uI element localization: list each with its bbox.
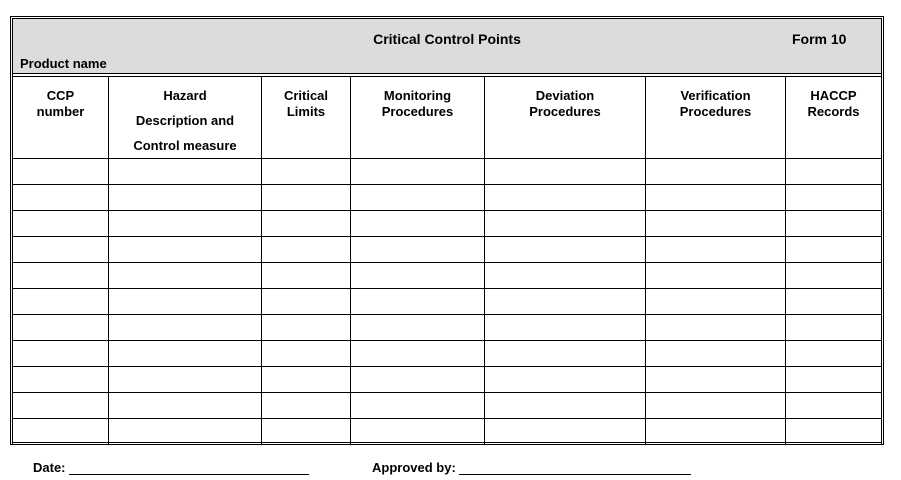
- table-cell[interactable]: [262, 315, 351, 341]
- table-cell[interactable]: [485, 185, 646, 211]
- table-cell[interactable]: [646, 289, 786, 315]
- table-cell[interactable]: [109, 185, 262, 211]
- table-cell[interactable]: [351, 159, 485, 185]
- table-row: [13, 419, 882, 445]
- table-cell[interactable]: [646, 419, 786, 445]
- table-cell[interactable]: [786, 185, 882, 211]
- table-cell[interactable]: [646, 367, 786, 393]
- table-row: [13, 341, 882, 367]
- table-cell[interactable]: [485, 419, 646, 445]
- table-cell[interactable]: [351, 237, 485, 263]
- table-cell[interactable]: [109, 263, 262, 289]
- table-row: [13, 185, 882, 211]
- table-cell[interactable]: [351, 263, 485, 289]
- table-cell[interactable]: [485, 237, 646, 263]
- table-cell[interactable]: [262, 393, 351, 419]
- column-header-haccp-records: HACCP Records: [786, 77, 882, 159]
- table-body: [13, 159, 882, 445]
- table-cell[interactable]: [646, 315, 786, 341]
- table-cell[interactable]: [485, 263, 646, 289]
- table-row: [13, 211, 882, 237]
- table-header-row: [13, 77, 882, 159]
- table-cell[interactable]: [646, 341, 786, 367]
- table-row: [13, 159, 882, 185]
- column-header-deviation: Deviation Procedures: [485, 77, 646, 159]
- table-row: [13, 263, 882, 289]
- table-cell[interactable]: [786, 341, 882, 367]
- table-cell[interactable]: [262, 419, 351, 445]
- table-cell[interactable]: [351, 419, 485, 445]
- table-row: [13, 289, 882, 315]
- table-cell[interactable]: [262, 263, 351, 289]
- table-cell[interactable]: [646, 159, 786, 185]
- table-cell[interactable]: [13, 289, 109, 315]
- table-row: [13, 367, 882, 393]
- table-cell[interactable]: [485, 289, 646, 315]
- approved-by-input-line[interactable]: [459, 460, 691, 475]
- table-cell[interactable]: [351, 211, 485, 237]
- form-title: Critical Control Points: [373, 31, 521, 47]
- column-header-verification: Verification Procedures: [646, 77, 786, 159]
- table-cell[interactable]: [351, 289, 485, 315]
- table-cell[interactable]: [13, 367, 109, 393]
- table-cell[interactable]: [109, 211, 262, 237]
- table-cell[interactable]: [786, 289, 882, 315]
- table-cell[interactable]: [485, 341, 646, 367]
- table-cell[interactable]: [109, 315, 262, 341]
- table-cell[interactable]: [485, 211, 646, 237]
- date-field: [33, 460, 309, 475]
- table-cell[interactable]: [109, 419, 262, 445]
- table-cell[interactable]: [13, 341, 109, 367]
- table-cell[interactable]: [786, 159, 882, 185]
- table-cell[interactable]: [786, 211, 882, 237]
- table-cell[interactable]: [262, 211, 351, 237]
- table-cell[interactable]: [13, 211, 109, 237]
- table-cell[interactable]: [13, 159, 109, 185]
- table-cell[interactable]: [262, 185, 351, 211]
- table-cell[interactable]: [262, 341, 351, 367]
- table-cell[interactable]: [786, 393, 882, 419]
- table-cell[interactable]: [485, 159, 646, 185]
- table-cell[interactable]: [786, 263, 882, 289]
- table-cell[interactable]: [13, 419, 109, 445]
- column-header-hazard: Hazard Description and Control measure: [109, 77, 262, 159]
- table-cell[interactable]: [646, 237, 786, 263]
- table-row: [13, 393, 882, 419]
- ccp-table: [12, 76, 882, 445]
- table-cell[interactable]: [109, 393, 262, 419]
- table-cell[interactable]: [786, 367, 882, 393]
- table-cell[interactable]: [13, 185, 109, 211]
- table-cell[interactable]: [351, 315, 485, 341]
- form-number: Form 10: [792, 31, 847, 47]
- table-cell[interactable]: [351, 185, 485, 211]
- column-header-critical-limits: Critical Limits: [262, 77, 351, 159]
- table-cell[interactable]: [13, 237, 109, 263]
- table-cell[interactable]: [786, 419, 882, 445]
- table-cell[interactable]: [485, 367, 646, 393]
- table-cell[interactable]: [262, 289, 351, 315]
- table-cell[interactable]: [13, 315, 109, 341]
- table-cell[interactable]: [13, 393, 109, 419]
- approved-by-label: Approved by:: [372, 460, 456, 475]
- table-cell[interactable]: [351, 393, 485, 419]
- table-cell[interactable]: [109, 289, 262, 315]
- date-label: Date:: [33, 460, 66, 475]
- table-cell[interactable]: [646, 185, 786, 211]
- table-row: [13, 237, 882, 263]
- column-header-ccp-number: CCP number: [13, 77, 109, 159]
- table-row: [13, 315, 882, 341]
- table-cell[interactable]: [786, 237, 882, 263]
- table-cell[interactable]: [13, 263, 109, 289]
- table-cell[interactable]: [485, 393, 646, 419]
- table-cell[interactable]: [262, 237, 351, 263]
- table-cell[interactable]: [109, 159, 262, 185]
- column-header-monitoring: Monitoring Procedures: [351, 77, 485, 159]
- table-cell[interactable]: [262, 159, 351, 185]
- table-cell[interactable]: [351, 341, 485, 367]
- table-cell[interactable]: [485, 315, 646, 341]
- table-cell[interactable]: [351, 367, 485, 393]
- table-cell[interactable]: [646, 263, 786, 289]
- table-cell[interactable]: [109, 237, 262, 263]
- table-cell[interactable]: [262, 367, 351, 393]
- date-input-line[interactable]: [69, 460, 309, 475]
- table-cell[interactable]: [109, 367, 262, 393]
- table-cell[interactable]: [786, 315, 882, 341]
- table-cell[interactable]: [109, 341, 262, 367]
- product-name-label: Product name: [20, 56, 107, 71]
- table-cell[interactable]: [646, 393, 786, 419]
- approved-by-field: [372, 460, 691, 475]
- table-cell[interactable]: [646, 211, 786, 237]
- form-header: [13, 19, 881, 74]
